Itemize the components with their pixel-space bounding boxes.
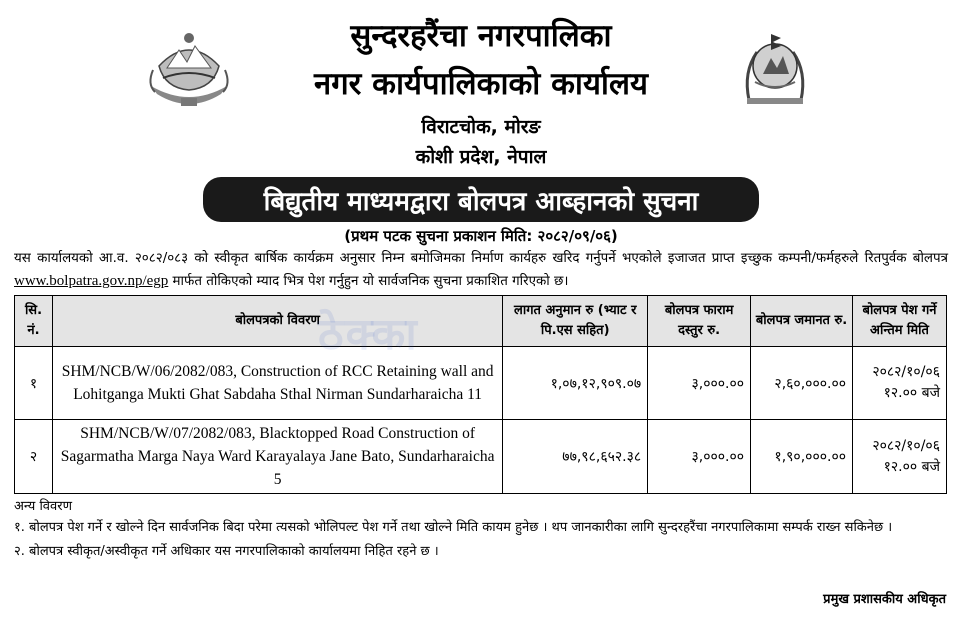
row-description: SHM/NCB/W/07/2082/083, Blacktopped Road Construction of Sagarmatha Marga Naya Ward Karayalaya Jane Bato, Sundarharaicha 5: [52, 420, 502, 494]
table-row: [15, 420, 947, 494]
row-description: SHM/NCB/W/06/2082/083, Construction of RCC Retaining wall and Lohitganga Mukti Ghat Sabdaha Sthal Nirman Sundarharaicha 11: [52, 347, 502, 420]
row-deadline: [853, 420, 947, 494]
letterhead: [0, 0, 962, 180]
other-details: [14, 497, 948, 562]
intro-text-start: यस कार्यालयको आ.व. २०८२/०८३ को स्वीकृत बार्षिक कार्यक्रम अनुसार निम्न बमोजिमका निर्माण कार्यहरु खरिद गर्नुपर्ने भएकोले इजाजत प्राप्त इच्छुक कम्पनी/फर्महरुले रितपुर्वक बोलपत्र: [14, 251, 948, 266]
other-details-title: अन्य विवरण: [14, 499, 72, 514]
table-header-row: [15, 296, 947, 347]
row-sn: २: [15, 420, 53, 494]
municipality-logo-icon: [733, 22, 817, 110]
col-header-form-fee: बोलपत्र फाराम दस्तुर रु.: [648, 296, 751, 347]
address-line-2: कोशी प्रदेश, नेपाल: [415, 146, 547, 168]
row-sn: १: [15, 347, 53, 420]
table-row: [15, 347, 947, 420]
notice-title-banner: बिद्युतीय माध्यमद्वारा बोलपत्र आब्हानको सुचना: [203, 177, 759, 222]
row-bid-security: २,६०,०००.००: [751, 347, 853, 420]
col-header-description: बोलपत्रको विवरण: [52, 296, 502, 347]
note-1: १. बोलपत्र पेश गर्ने र खोल्ने दिन सार्वजनिक बिदा परेमा त्यसको भोलिपल्ट पेश गर्ने तथा खोल्ने मिति कायम हुनेछ । थप जानकारीका लागि सुन्दरहरैंचा नगरपालिकामा सम्पर्क राख्न सकिनेछ ।: [14, 520, 893, 535]
row-bid-security: १,९०,०००.००: [751, 420, 853, 494]
office-name: नगर कार्यपालिकाको कार्यालय: [314, 66, 648, 102]
bolpatra-link[interactable]: www.bolpatra.gov.np/egp: [14, 273, 169, 289]
row-cost-estimate: ७७,९८,६५२.३८: [503, 420, 648, 494]
row-deadline-date: २०८२/१०/०६: [872, 437, 940, 454]
row-cost-estimate: १,०७,१२,९०९.०७: [503, 347, 648, 420]
col-header-cost-estimate: लागत अनुमान रु (भ्याट र पि.एस सहित): [503, 296, 648, 347]
note-2: २. बोलपत्र स्वीकृत/अस्वीकृत गर्ने अधिकार यस नगरपालिकाको कार्यालयमा निहित रहने छ ।: [14, 544, 439, 559]
municipality-name: सुन्दरहरैंचा नगरपालिका: [350, 18, 612, 54]
col-header-sn: सि. नं.: [15, 296, 53, 347]
signature-title: प्रमुख प्रशासकीय अधिकृत: [823, 592, 946, 607]
row-deadline-time: १२.०० बजे: [883, 458, 940, 475]
col-header-bid-security: बोलपत्र जमानत रु.: [751, 296, 853, 347]
row-form-fee: ३,०००.००: [648, 347, 751, 420]
publication-date: (प्रथम पटक सुचना प्रकाशन मिति: २०८२/०९/०६): [344, 227, 618, 245]
row-form-fee: ३,०००.००: [648, 420, 751, 494]
row-deadline: [853, 347, 947, 420]
intro-paragraph: [14, 247, 948, 293]
row-deadline-date: २०८२/१०/०६: [872, 364, 940, 380]
row-deadline-time: १२.०० बजे: [883, 385, 940, 401]
col-header-deadline: बोलपत्र पेश गर्ने अन्तिम मिति: [853, 296, 947, 347]
intro-text-end: मार्फत तोकिएको म्याद भित्र पेश गर्नुहुन यो सार्वजनिक सुचना प्रकाशित गरिएको छ।: [172, 274, 569, 289]
bid-table: [14, 295, 947, 494]
address-line-1: विराटचोक, मोरङ: [421, 116, 541, 138]
